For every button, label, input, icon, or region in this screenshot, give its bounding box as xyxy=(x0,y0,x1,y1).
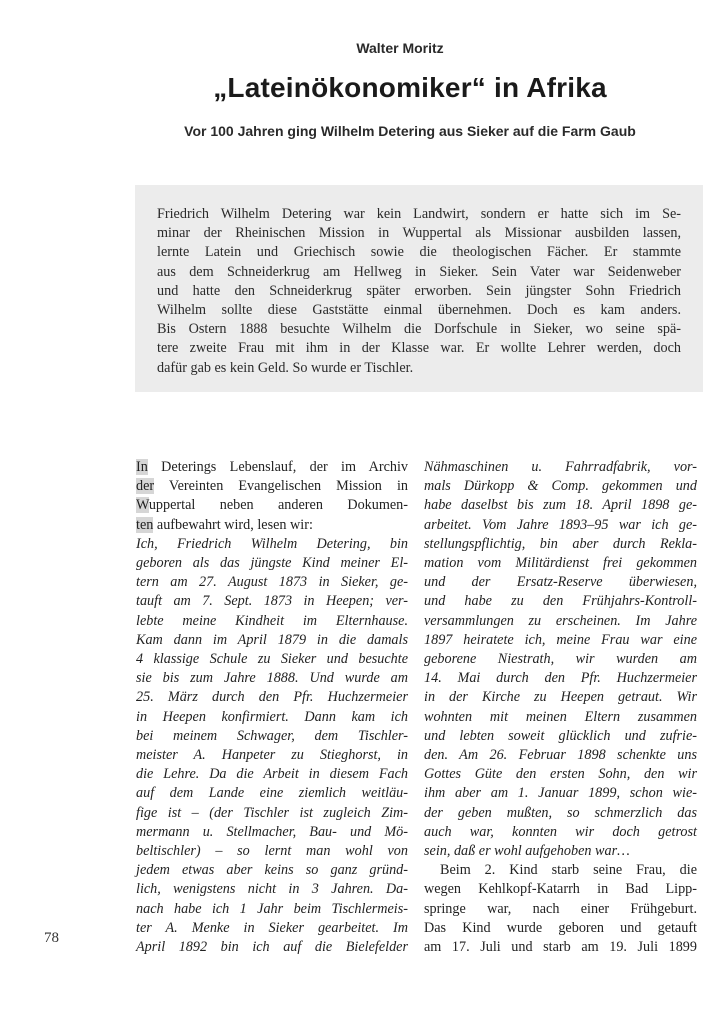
quote-line: auf dem Lande eine ziemlich weitläu- xyxy=(136,785,408,802)
quote-line: lebte meine Kindheit im Elternhause. xyxy=(136,612,408,629)
text-line xyxy=(136,516,408,535)
intro-line: und hatte den Schneiderkrug später erworben. Sein jüngster Sohn Friedrich xyxy=(157,282,681,299)
quote-line: jedem etwas aber keins so ganz gründ- xyxy=(136,862,408,879)
quote-line: geboren als das jüngste Kind meiner El- xyxy=(136,555,408,572)
right-column xyxy=(424,458,697,957)
quote-line: meister A. Hanpeter zu Stieghorst, in xyxy=(136,747,408,764)
quote-line: 25. März durch den Pfr. Huchzermeier xyxy=(136,689,408,706)
quote-line: der geben mußten, so schmerzlich das xyxy=(424,804,697,821)
article-title: „Lateinökonomiker“ in Afrika xyxy=(213,72,607,103)
quote-line: Ich, Friedrich Wilhelm Detering, bin xyxy=(136,535,408,552)
quote-line: tern am 27. August 1873 in Sieker, ge- xyxy=(136,574,408,591)
quote-line: 1897 heiratete ich, meine Frau war eine xyxy=(424,631,697,648)
quote-line: Nähmaschinen u. Fahrradfabrik, vor- xyxy=(424,459,697,475)
quote-line: bei meinem Schwager, dem Tischler- xyxy=(136,727,408,744)
quote-line: fige ist – (der Tischler ist zugleich Zim- xyxy=(136,804,408,821)
quote-line: 14. Mai durch den Pfr. Huchzermeier xyxy=(424,670,697,687)
quote-line: die Lehre. Da die Arbeit in diesem Fach xyxy=(136,766,408,783)
quote-line: nach habe ich 1 Jahr beim Tischlermeis- xyxy=(136,900,408,917)
quote-line: ter A. Menke in Sieker gearbeitet. Im xyxy=(136,919,408,936)
text-line: Das Kind wurde geboren und getauft xyxy=(424,919,697,936)
quote-line: in Heepen konfirmiert. Dann kam ich xyxy=(136,708,408,725)
text-line: Beim 2. Kind starb seine Frau, die xyxy=(440,862,697,879)
quote-line: mation vom Militärdienst frei gekommen xyxy=(424,555,697,572)
intro-line: dafür gab es kein Geld. So wurde er Tischler. xyxy=(157,359,414,376)
text-line: am 17. Juli und starb am 19. Juli 1899 xyxy=(424,939,697,956)
text-fragment: Vereinten Evangelischen Mission in xyxy=(154,478,408,495)
page-number: 78 xyxy=(44,930,59,946)
highlight-mark: W xyxy=(136,497,149,514)
text-line xyxy=(136,496,408,515)
quote-line: sein, daß er wohl aufgehoben war… xyxy=(424,843,630,860)
intro-line: aus dem Schneiderkrug am Hellweg in Sieker. Sein Vater war Seidenweber xyxy=(157,263,681,280)
article-subtitle: Vor 100 Jahren ging Wilhelm Detering aus Sieker auf die Farm Gaub xyxy=(184,123,636,139)
text-line xyxy=(136,477,408,496)
intro-line: Friedrich Wilhelm Detering war kein Landwirt, sondern er hatte sich im Se- xyxy=(157,206,681,222)
quote-line: 4 klassige Schule zu Sieker und besuchte xyxy=(136,651,408,668)
quote-line: wohnten mit meinen Eltern zusammen xyxy=(424,708,697,725)
intro-line: Bis Ostern 1888 besuchte Wilhelm die Dorfschule in Sieker, wo seine spä- xyxy=(157,321,681,338)
intro-line: lernte Latein und Griechisch sowie die theologischen Fächer. Er stammte xyxy=(157,244,681,261)
text-fragment: uppertal neben anderen Dokumen- xyxy=(148,497,408,514)
quote-line: arbeitet. Vom Jahre 1893–95 war ich ge- xyxy=(424,516,697,533)
intro-box xyxy=(135,185,703,392)
quote-line: Kam dann im April 1879 in die damals xyxy=(136,631,408,648)
text-line: wegen Kehlkopf-Katarrh in Bad Lipp- xyxy=(424,881,697,898)
quote-line: beltischler) – so lernt man wohl von xyxy=(136,843,408,860)
intro-line: Wilhelm sollte diese Gaststätte einmal übernehmen. Doch es kam anders. xyxy=(157,302,681,319)
highlight-mark: In xyxy=(136,459,148,475)
quote-line: lich, wenigstens nicht in 3 Jahren. Da- xyxy=(136,881,408,898)
author: Walter Moritz xyxy=(356,40,444,56)
quote-line: auch war, konnten wir doch getrost xyxy=(424,823,697,840)
quote-line: stellungspflichtig, bin aber durch Rekla- xyxy=(424,535,697,552)
text-line xyxy=(136,458,408,477)
quote-line: und habe zu den Frühjahrs-Kontroll- xyxy=(424,593,697,610)
quote-line: den. Am 26. Februar 1898 schenkte uns xyxy=(424,747,697,764)
quote-line: in der Kirche zu Heepen getraut. Wir xyxy=(424,689,697,706)
quote-line: ihm aber am 1. Januar 1899, schon wie- xyxy=(424,785,697,802)
quote-line: geborene Niestrath, wir wurden am xyxy=(424,651,697,668)
quote-line: April 1892 bin ich auf die Bielefelder xyxy=(136,939,408,956)
quote-line: mals Dürkopp & Comp. gekommen und xyxy=(424,478,697,495)
quote-line: versammlungen zu erscheinen. Im Jahre xyxy=(424,612,697,629)
highlight-mark: ten xyxy=(136,516,154,533)
intro-line: minar der Rheinischen Mission in Wuppertal als Missionar ausbilden lassen, xyxy=(157,225,681,242)
quote-line: sie bis zum Jahre 1888. Und wurde am xyxy=(136,670,408,687)
quote-line: tauft am 7. Sept. 1873 in Heepen; ver- xyxy=(136,593,408,610)
text-fragment: aufbewahrt wird, lesen wir: xyxy=(153,516,313,533)
quote-line: und lebten soweit glücklich und zufrie- xyxy=(424,727,697,744)
quote-line: Gottes Güte den ersten Sohn, den wir xyxy=(424,766,697,783)
left-column xyxy=(136,458,408,957)
text-fragment: Deterings Lebenslauf, der im Archiv xyxy=(147,459,408,475)
highlight-mark: der xyxy=(136,478,155,495)
quote-line: mermann u. Stellmacher, Bau- und Mö- xyxy=(136,823,408,840)
text-line: springe war, nach einer Frühgeburt. xyxy=(424,900,697,917)
intro-line: tere zweite Frau mit ihm in der Klasse war. Er wollte Lehrer werden, doch xyxy=(157,340,681,357)
quote-line: habe daselbst bis zum 18. April 1898 ge- xyxy=(424,497,697,514)
quote-line: und der Ersatz-Reserve überwiesen, xyxy=(424,574,697,591)
